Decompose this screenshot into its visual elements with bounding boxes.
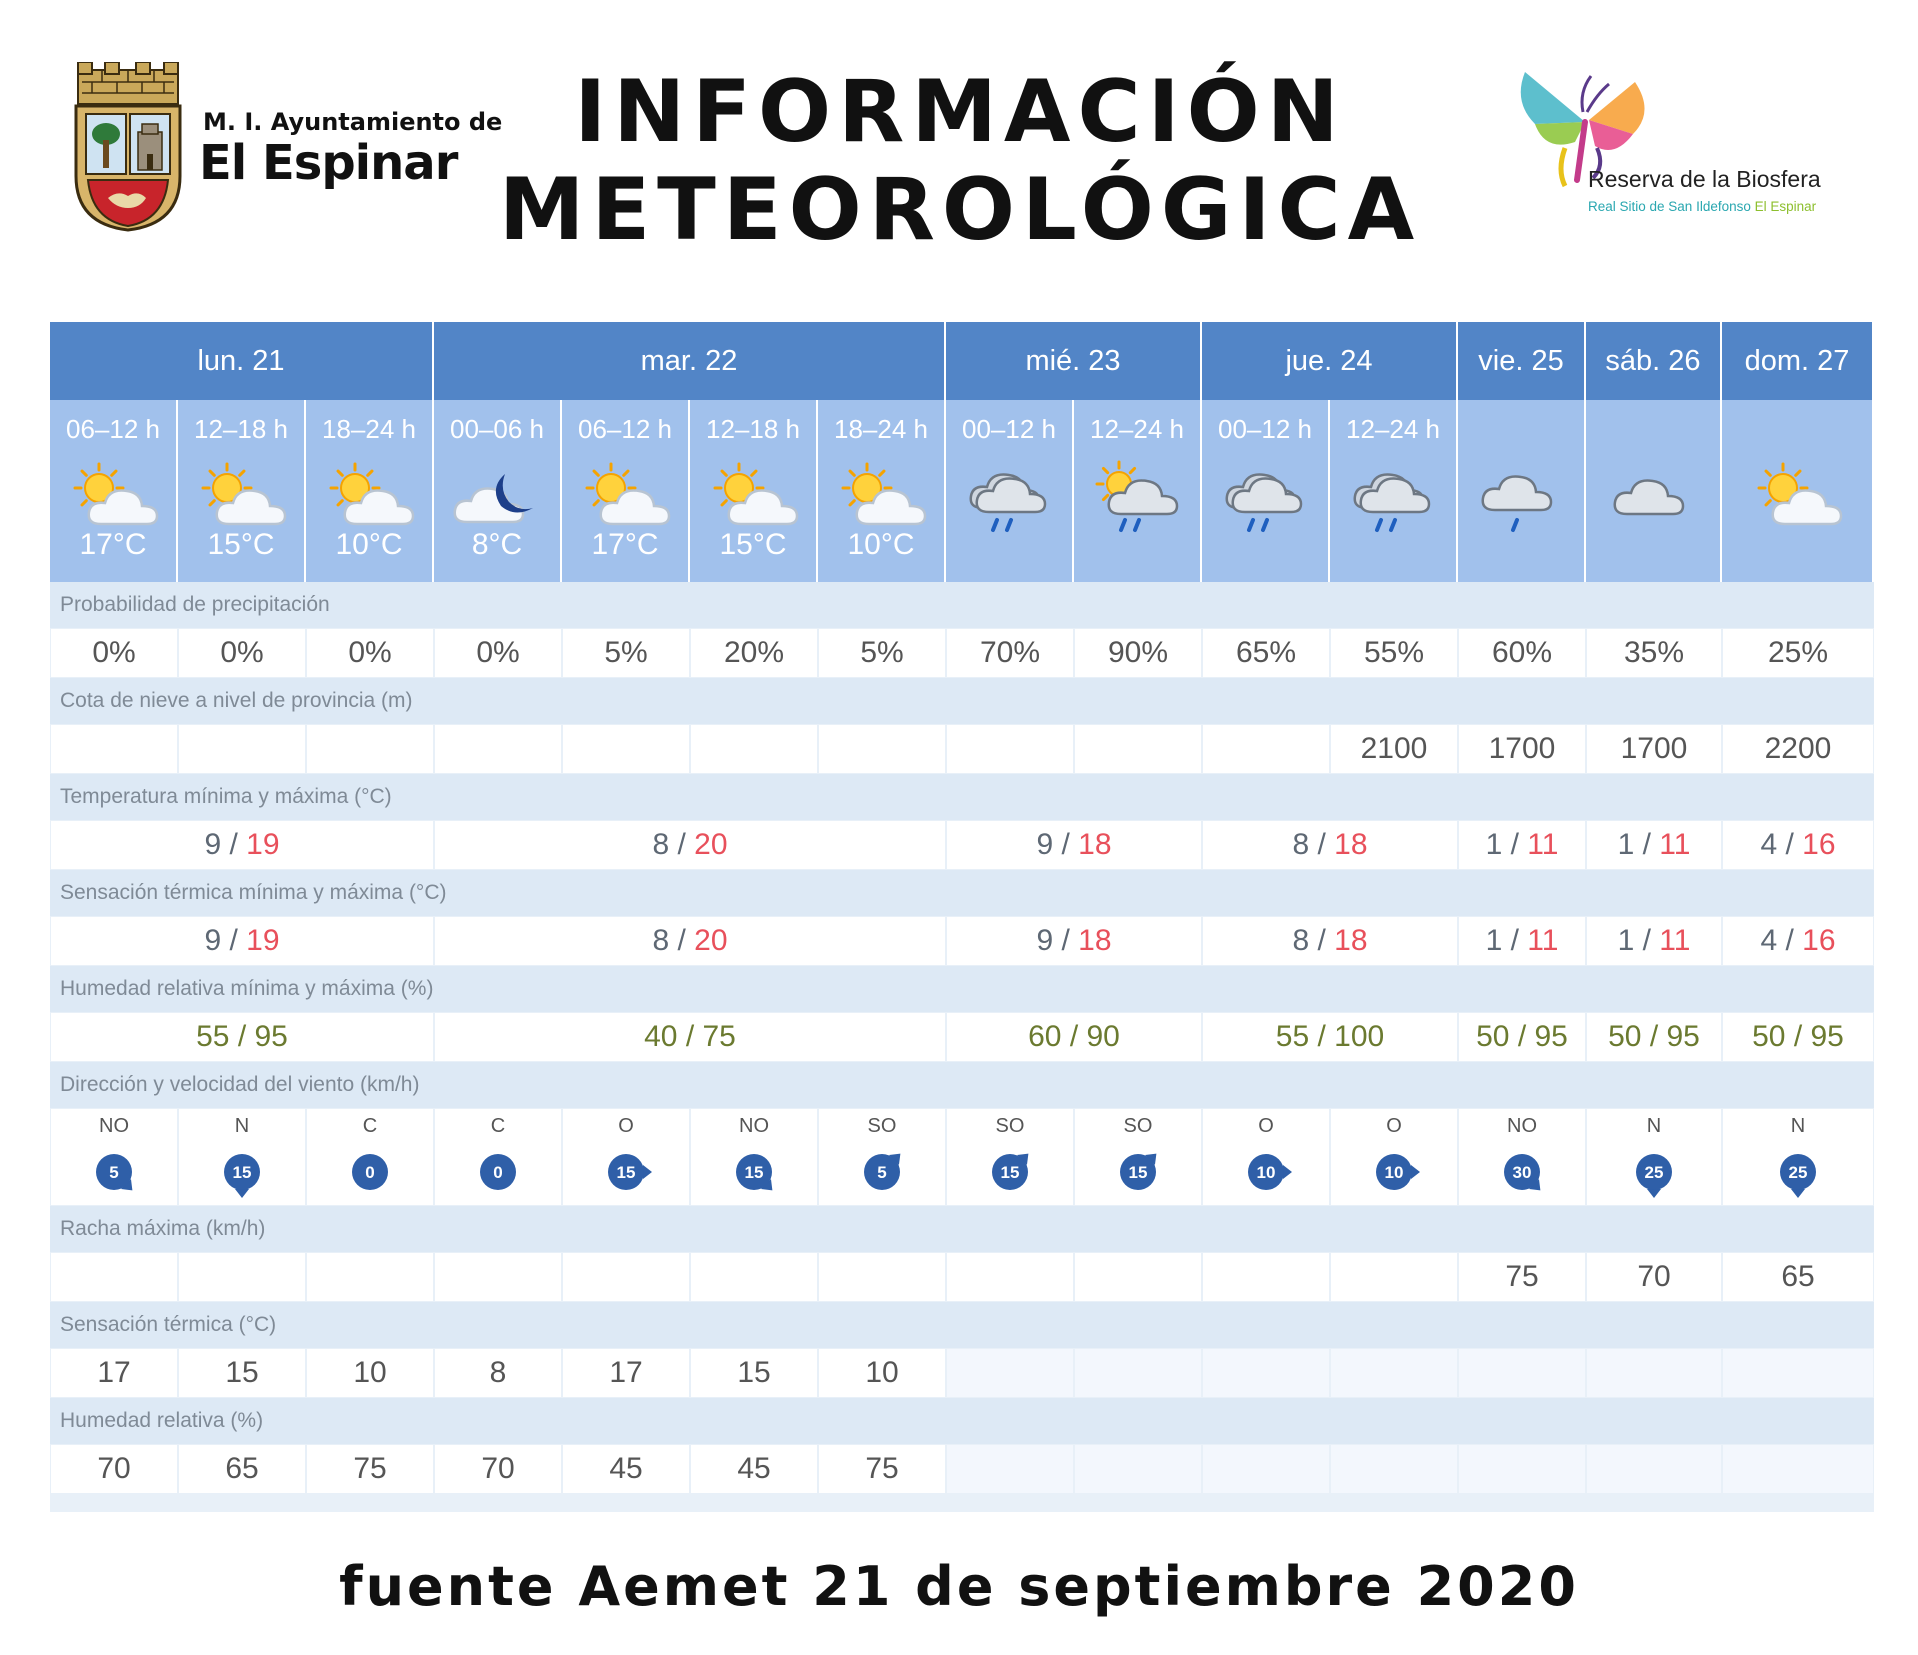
row-label-temp-minmax: Temperatura mínima y máxima (°C)	[50, 774, 1874, 820]
value-cell: 1700	[1587, 725, 1721, 773]
row-label-humidity-minmax: Humedad relativa mínima y máxima (%)	[50, 966, 1874, 1012]
min-value: 4	[1760, 924, 1778, 957]
value-cell: 70%	[947, 629, 1073, 677]
value-cell: 17	[563, 1349, 689, 1397]
min-value: 50	[1752, 1020, 1786, 1053]
minmax-cell	[947, 1013, 1201, 1061]
rain-cloud-icon	[1345, 458, 1441, 534]
max-value: 95	[1810, 1020, 1844, 1053]
minmax-cell	[51, 1013, 433, 1061]
row-label-humidity: Humedad relativa (%)	[50, 1398, 1874, 1444]
wind-direction: SO	[995, 1115, 1025, 1137]
minmax-separator: /	[1061, 1020, 1087, 1053]
max-value: 100	[1334, 1020, 1385, 1053]
minmax-cell	[435, 821, 945, 869]
wind-direction: NO	[739, 1115, 769, 1137]
wind-cell	[1459, 1109, 1585, 1205]
max-value: 95	[1534, 1020, 1568, 1053]
sun-cloud-icon	[705, 458, 801, 534]
value-cell	[947, 1349, 1073, 1397]
wind-direction: N	[1790, 1115, 1806, 1137]
minmax-cell	[1723, 1013, 1873, 1061]
wind-speed: 5	[877, 1163, 887, 1182]
min-value: 55	[1275, 1020, 1310, 1053]
minmax-separator: /	[1502, 828, 1528, 861]
rain-cloud-icon	[1217, 458, 1313, 534]
min-value: 40	[644, 1020, 678, 1053]
value-cell	[1331, 1349, 1457, 1397]
minmax-cell	[1459, 917, 1585, 965]
minmax-cell	[947, 821, 1201, 869]
wind-speed: 15	[1128, 1163, 1148, 1182]
value-cell	[435, 725, 561, 773]
cloud-icon	[1605, 458, 1701, 534]
wind-speed: 15	[1000, 1163, 1020, 1182]
value-cell	[1459, 1445, 1585, 1493]
minmax-separator: /	[1777, 828, 1803, 861]
wind-badge	[1241, 1147, 1291, 1197]
wind-speed: 15	[232, 1163, 252, 1182]
value-cell	[1075, 725, 1201, 773]
value-cell: 60%	[1459, 629, 1585, 677]
value-cell: 70	[435, 1445, 561, 1493]
sun-rain-cloud-icon	[1089, 458, 1185, 534]
minmax-separator: /	[1634, 828, 1660, 861]
day-header: vie. 25	[1458, 322, 1586, 400]
max-value: 95	[1666, 1020, 1700, 1053]
value-cell: 2100	[1331, 725, 1457, 773]
value-cell	[947, 725, 1073, 773]
period-temperature: 8°C	[471, 528, 523, 561]
minmax-separator: /	[1777, 924, 1803, 957]
sun-cloud-icon	[65, 458, 161, 534]
wind-direction: N	[1646, 1115, 1662, 1137]
max-value: 16	[1802, 924, 1836, 957]
minmax-separator: /	[1785, 1020, 1811, 1053]
period-cell	[1330, 400, 1458, 582]
value-cell	[1203, 1445, 1329, 1493]
minmax-cell	[1723, 917, 1873, 965]
value-cell	[1331, 1445, 1457, 1493]
minmax-separator: /	[1309, 924, 1335, 957]
row-label-wind: Dirección y velocidad del viento (km/h)	[50, 1062, 1874, 1108]
wind-badge	[1773, 1147, 1823, 1197]
period-cell	[1458, 400, 1586, 582]
minmax-cell	[947, 917, 1201, 965]
min-value: 1	[1485, 924, 1503, 957]
wind-direction: O	[618, 1115, 634, 1137]
value-cell	[435, 1253, 561, 1301]
row-label-feels-minmax: Sensación térmica mínima y máxima (°C)	[50, 870, 1874, 916]
wind-badge	[345, 1147, 395, 1197]
period-temperature: 15°C	[719, 528, 787, 561]
wind-direction: O	[1258, 1115, 1274, 1137]
wind-speed: 15	[744, 1163, 764, 1182]
value-cell: 65%	[1203, 629, 1329, 677]
minmax-cell	[1587, 1013, 1721, 1061]
day-header: mar. 22	[434, 322, 946, 400]
biosphere-name: Reserva de la Biosfera	[1588, 166, 1821, 192]
period-label: 00–12 h	[1218, 414, 1312, 444]
value-cell: 90%	[1075, 629, 1201, 677]
period-temperature: 17°C	[79, 528, 147, 561]
wind-cell	[307, 1109, 433, 1205]
minmax-separator: /	[1634, 924, 1660, 957]
value-cell: 25%	[1723, 629, 1873, 677]
wind-direction: NO	[99, 1115, 129, 1137]
wind-speed: 10	[1384, 1163, 1404, 1182]
value-cell	[1075, 1349, 1201, 1397]
value-cell: 15	[179, 1349, 305, 1397]
value-cell	[1331, 1253, 1457, 1301]
value-cell: 15	[691, 1349, 817, 1397]
value-cell: 10	[307, 1349, 433, 1397]
min-value: 8	[1292, 828, 1310, 861]
value-cell	[563, 1253, 689, 1301]
min-value: 1	[1485, 828, 1503, 861]
value-cell: 1700	[1459, 725, 1585, 773]
row-label-snow: Cota de nieve a nivel de provincia (m)	[50, 678, 1874, 724]
wind-arrow-icon	[1791, 1189, 1805, 1198]
wind-badge	[1629, 1147, 1679, 1197]
value-cell	[51, 725, 177, 773]
wind-speed: 15	[616, 1163, 636, 1182]
wind-badge	[729, 1147, 779, 1197]
min-value: 9	[204, 924, 222, 957]
sun-cloud-icon	[321, 458, 417, 534]
wind-cell	[1331, 1109, 1457, 1205]
biosphere-subtitle-accent: El Espinar	[1754, 199, 1817, 214]
value-cell: 65	[1723, 1253, 1873, 1301]
minmax-cell	[1203, 1013, 1457, 1061]
wind-cell	[179, 1109, 305, 1205]
max-value: 18	[1078, 924, 1112, 957]
min-value: 8	[652, 924, 670, 957]
period-cell	[178, 400, 306, 582]
max-value: 16	[1802, 828, 1836, 861]
wind-speed: 0	[365, 1163, 375, 1182]
wind-badge	[1369, 1147, 1419, 1197]
wind-speed: 30	[1512, 1163, 1532, 1182]
wind-badge	[601, 1147, 651, 1197]
max-value: 90	[1086, 1020, 1120, 1053]
value-cell: 2200	[1723, 725, 1873, 773]
day-header: sáb. 26	[1586, 322, 1722, 400]
wind-arrow-icon	[1647, 1189, 1661, 1198]
wind-arrow-icon	[1283, 1165, 1292, 1179]
wind-cell	[1587, 1109, 1721, 1205]
wind-direction: SO	[867, 1115, 897, 1137]
value-cell: 8	[435, 1349, 561, 1397]
value-cell	[51, 1253, 177, 1301]
minmax-cell	[435, 1013, 945, 1061]
wind-badge	[1497, 1147, 1547, 1197]
period-temperature: 10°C	[335, 528, 403, 561]
minmax-cell	[1587, 917, 1721, 965]
max-value: 11	[1659, 828, 1691, 861]
min-value: 9	[204, 828, 222, 861]
period-label: 12–24 h	[1090, 414, 1184, 444]
value-cell	[691, 1253, 817, 1301]
minmax-separator: /	[1053, 828, 1079, 861]
wind-speed: 0	[493, 1163, 503, 1182]
value-cell	[307, 725, 433, 773]
org-name-line2: El Espinar	[199, 135, 458, 191]
minmax-separator: /	[221, 828, 247, 861]
minmax-cell	[1723, 821, 1873, 869]
wind-cell	[1723, 1109, 1873, 1205]
page-title-line2: METEOROLÓGICA	[498, 160, 1422, 260]
value-cell	[1203, 725, 1329, 773]
max-value: 11	[1659, 924, 1691, 957]
value-cell	[1075, 1253, 1201, 1301]
period-cell	[818, 400, 946, 582]
wind-cell	[563, 1109, 689, 1205]
period-cell	[690, 400, 818, 582]
period-label: 18–24 h	[834, 414, 928, 444]
wind-cell	[819, 1109, 945, 1205]
period-cell	[946, 400, 1074, 582]
min-value: 55	[196, 1020, 230, 1053]
period-cell	[562, 400, 690, 582]
period-cell	[1722, 400, 1874, 582]
value-cell	[947, 1253, 1073, 1301]
period-label: 12–18 h	[194, 414, 288, 444]
value-cell: 55%	[1331, 629, 1457, 677]
wind-direction: O	[1386, 1115, 1402, 1137]
value-cell	[1203, 1253, 1329, 1301]
value-cell: 70	[1587, 1253, 1721, 1301]
wind-speed: 5	[109, 1163, 119, 1182]
max-value: 18	[1334, 924, 1368, 957]
min-value: 4	[1760, 828, 1778, 861]
minmax-separator: /	[221, 924, 247, 957]
wind-cell	[947, 1109, 1073, 1205]
min-value: 1	[1617, 924, 1635, 957]
value-cell	[1723, 1445, 1873, 1493]
min-value: 9	[1036, 828, 1054, 861]
value-cell: 10	[819, 1349, 945, 1397]
row-label-gust: Racha máxima (km/h)	[50, 1206, 1874, 1252]
minmax-separator: /	[677, 1020, 703, 1053]
minmax-separator: /	[1053, 924, 1079, 957]
sun-cloud-icon	[833, 458, 929, 534]
max-value: 19	[246, 924, 280, 957]
period-temperature: 15°C	[207, 528, 275, 561]
wind-badge	[217, 1147, 267, 1197]
rain-cloud-icon	[961, 458, 1057, 534]
value-cell	[1203, 1349, 1329, 1397]
minmax-separator: /	[669, 828, 695, 861]
day-header: lun. 21	[50, 322, 434, 400]
biosphere-subtitle	[1588, 199, 1816, 214]
day-header: dom. 27	[1722, 322, 1874, 400]
wind-cell	[51, 1109, 177, 1205]
value-cell: 0%	[51, 629, 177, 677]
value-cell	[1459, 1349, 1585, 1397]
minmax-cell	[1459, 1013, 1585, 1061]
period-label: 12–24 h	[1346, 414, 1440, 444]
value-cell: 5%	[819, 629, 945, 677]
value-cell: 17	[51, 1349, 177, 1397]
period-cell	[50, 400, 178, 582]
minmax-separator: /	[1502, 924, 1528, 957]
max-value: 18	[1334, 828, 1368, 861]
light-rain-cloud-icon	[1473, 458, 1569, 534]
wind-direction: SO	[1123, 1115, 1153, 1137]
minmax-cell	[1203, 821, 1457, 869]
wind-cell	[1203, 1109, 1329, 1205]
value-cell: 0%	[307, 629, 433, 677]
period-label: 18–24 h	[322, 414, 416, 444]
period-label: 00–12 h	[962, 414, 1056, 444]
period-label: 12–18 h	[706, 414, 800, 444]
sun-cloud-icon	[577, 458, 673, 534]
minmax-cell	[1587, 821, 1721, 869]
wind-speed: 10	[1256, 1163, 1276, 1182]
wind-badge	[473, 1147, 523, 1197]
min-value: 1	[1617, 828, 1635, 861]
wind-badge	[857, 1147, 907, 1197]
row-label-precip: Probabilidad de precipitación	[50, 582, 1874, 628]
min-value: 60	[1028, 1020, 1062, 1053]
value-cell: 75	[307, 1445, 433, 1493]
value-cell	[307, 1253, 433, 1301]
minmax-separator: /	[1509, 1020, 1535, 1053]
wind-speed: 25	[1788, 1163, 1808, 1182]
max-value: 20	[694, 924, 728, 957]
value-cell	[1587, 1349, 1721, 1397]
value-cell	[1723, 1349, 1873, 1397]
value-cell: 75	[819, 1445, 945, 1493]
biosphere-subtitle-main: Real Sitio de San Ildefonso	[1588, 199, 1755, 214]
value-cell: 0%	[435, 629, 561, 677]
max-value: 20	[694, 828, 728, 861]
period-temperature: 17°C	[591, 528, 659, 561]
org-name-line1: M. I. Ayuntamiento de	[203, 108, 503, 136]
minmax-cell	[51, 821, 433, 869]
period-label: 00–06 h	[450, 414, 544, 444]
max-value: 75	[702, 1020, 736, 1053]
wind-arrow-icon	[643, 1165, 652, 1179]
value-cell: 35%	[1587, 629, 1721, 677]
minmax-separator: /	[669, 924, 695, 957]
period-label: 06–12 h	[66, 414, 160, 444]
value-cell	[1075, 1445, 1201, 1493]
value-cell: 75	[1459, 1253, 1585, 1301]
value-cell: 65	[179, 1445, 305, 1493]
value-cell: 0%	[179, 629, 305, 677]
wind-cell	[691, 1109, 817, 1205]
value-cell	[563, 725, 689, 773]
wind-direction: C	[490, 1115, 506, 1137]
period-cell	[434, 400, 562, 582]
sun-cloud-icon	[193, 458, 289, 534]
period-cell	[1074, 400, 1202, 582]
value-cell: 45	[563, 1445, 689, 1493]
value-cell	[819, 725, 945, 773]
minmax-separator: /	[229, 1020, 255, 1053]
wind-cell	[1075, 1109, 1201, 1205]
max-value: 18	[1078, 828, 1112, 861]
wind-direction: C	[362, 1115, 378, 1137]
forecast-table	[50, 322, 1874, 1512]
value-cell: 45	[691, 1445, 817, 1493]
day-header: jue. 24	[1202, 322, 1458, 400]
page-title-line1: INFORMACIÓN	[574, 62, 1346, 162]
wind-badge	[89, 1147, 139, 1197]
value-cell	[179, 725, 305, 773]
wind-cell	[435, 1109, 561, 1205]
min-value: 8	[1292, 924, 1310, 957]
min-value: 8	[652, 828, 670, 861]
min-value: 50	[1608, 1020, 1642, 1053]
period-label: 06–12 h	[578, 414, 672, 444]
minmax-separator: /	[1309, 1020, 1335, 1053]
minmax-cell	[435, 917, 945, 965]
max-value: 11	[1527, 924, 1559, 957]
min-value: 50	[1476, 1020, 1510, 1053]
max-value: 19	[246, 828, 280, 861]
wind-speed: 25	[1644, 1163, 1664, 1182]
minmax-cell	[1203, 917, 1457, 965]
wind-badge	[1113, 1147, 1163, 1197]
value-cell	[1587, 1445, 1721, 1493]
wind-badge	[985, 1147, 1035, 1197]
period-cell	[306, 400, 434, 582]
max-value: 95	[254, 1020, 288, 1053]
value-cell: 70	[51, 1445, 177, 1493]
day-header: mié. 23	[946, 322, 1202, 400]
wind-direction: N	[234, 1115, 250, 1137]
period-temperature: 10°C	[847, 528, 915, 561]
moon-cloud-icon	[449, 458, 545, 534]
period-cell	[1586, 400, 1722, 582]
source-footer: fuente Aemet 21 de septiembre 2020	[339, 1555, 1579, 1618]
value-cell: 5%	[563, 629, 689, 677]
period-cell	[1202, 400, 1330, 582]
wind-direction: NO	[1507, 1115, 1537, 1137]
wind-arrow-icon	[235, 1189, 249, 1198]
wind-arrow-icon	[1411, 1165, 1420, 1179]
minmax-separator: /	[1309, 828, 1335, 861]
value-cell	[819, 1253, 945, 1301]
page-header	[0, 0, 1918, 290]
minmax-cell	[1459, 821, 1585, 869]
minmax-cell	[51, 917, 433, 965]
value-cell: 20%	[691, 629, 817, 677]
value-cell	[691, 725, 817, 773]
value-cell	[947, 1445, 1073, 1493]
min-value: 9	[1036, 924, 1054, 957]
row-label-feels: Sensación térmica (°C)	[50, 1302, 1874, 1348]
coat-of-arms-logo	[72, 62, 184, 232]
sun-cloud-icon	[1749, 458, 1845, 534]
value-cell	[179, 1253, 305, 1301]
max-value: 11	[1527, 828, 1559, 861]
minmax-separator: /	[1641, 1020, 1667, 1053]
